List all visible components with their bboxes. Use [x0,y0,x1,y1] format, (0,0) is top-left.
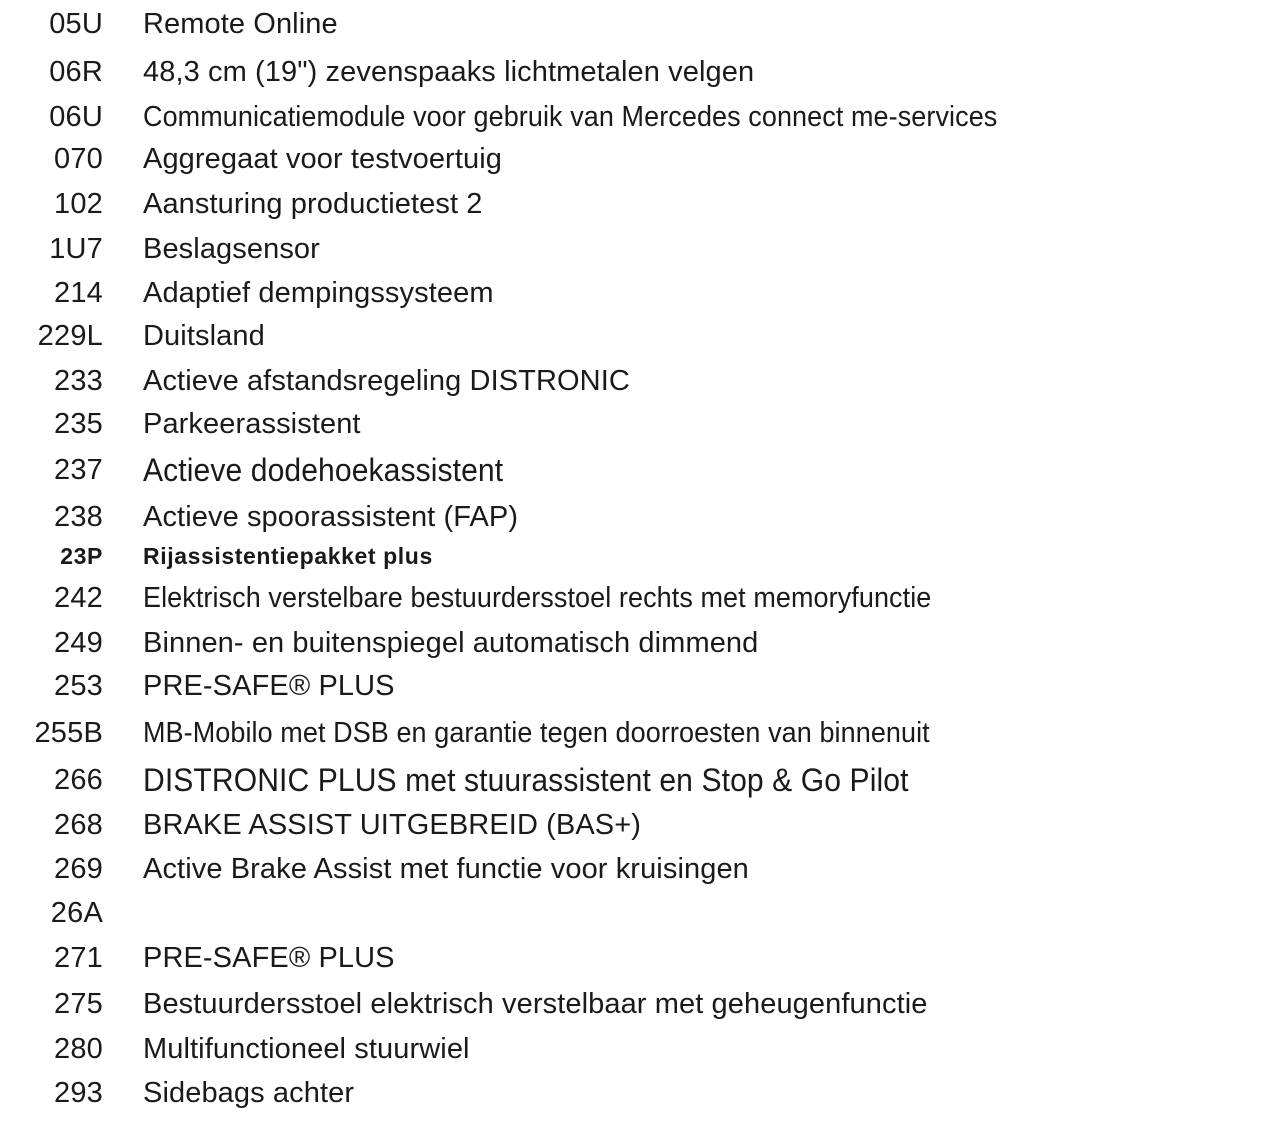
option-description: Multifunctioneel stuurwiel [143,1033,470,1065]
option-code: 070 [54,143,103,175]
option-description: MB-Mobilo met DSB en garantie tegen doorroesten van binnenuit [143,717,930,749]
option-description: 48,3 cm (19") zevenspaaks lichtmetalen velgen [143,56,755,88]
option-description: Adaptief dempingssysteem [143,277,494,309]
option-description: Beslagsensor [143,233,320,265]
list-item [0,536,1280,576]
option-description: Actieve afstandsregeling DISTRONIC [143,365,630,397]
list-item [0,52,1280,92]
list-item [0,984,1280,1024]
option-description: Active Brake Assist met functie voor kruisingen [143,853,749,885]
option-description: Duitsland [143,320,265,352]
list-item [0,184,1280,224]
option-code: 255B [34,717,103,749]
list-item [0,760,1280,800]
option-description: Binnen- en buitenspiegel automatisch dimmend [143,627,759,659]
list-item [0,316,1280,356]
option-code: 275 [54,988,103,1020]
option-description: Parkeerassistent [143,408,361,440]
option-code: 242 [54,582,103,614]
list-item [0,361,1280,401]
list-item [0,623,1280,663]
option-code: 280 [54,1033,103,1065]
option-code: 05U [49,8,103,40]
option-code: 229L [37,320,103,352]
option-code: 249 [54,627,103,659]
option-description: Sidebags achter [143,1077,355,1109]
option-description: PRE-SAFE® PLUS [143,942,395,974]
option-code: 06U [49,101,103,133]
option-description: Elektrisch verstelbare bestuurdersstoel rechts met memoryfunctie [143,582,932,614]
list-item [0,938,1280,978]
option-code: 293 [54,1077,103,1109]
option-description: Communicatiemodule voor gebruik van Mercedes connect me-services [143,101,998,133]
option-description: PRE-SAFE® PLUS [143,670,395,702]
list-item [0,450,1280,490]
option-code: 268 [54,809,103,841]
list-item [0,713,1280,753]
option-code: 23P [60,543,103,569]
list-item [0,666,1280,706]
option-code: 06R [49,56,103,88]
option-description: Aansturing productietest 2 [143,188,483,220]
list-item [0,4,1280,44]
option-description: DISTRONIC PLUS met stuurassistent en Stop & Go Pilot [143,762,909,798]
option-code: 235 [54,408,103,440]
list-item [0,1029,1280,1069]
list-item [0,893,1280,933]
list-item [0,578,1280,618]
list-item [0,849,1280,889]
list-item [0,273,1280,313]
option-code: 26A [50,897,103,929]
option-code: 214 [54,277,103,309]
option-code: 271 [54,942,103,974]
option-description: BRAKE ASSIST UITGEBREID (BAS+) [143,809,642,841]
option-code: 237 [54,454,103,486]
option-code: 269 [54,853,103,885]
option-description: Remote Online [143,8,338,40]
option-code: 233 [54,365,103,397]
list-item [0,805,1280,845]
option-description: Actieve dodehoekassistent [143,452,504,488]
list-item [0,497,1280,537]
list-item [0,229,1280,269]
option-code: 253 [54,670,103,702]
option-description: Rijassistentiepakket plus [143,543,433,569]
list-item [0,97,1280,137]
list-item [0,404,1280,444]
option-description: Bestuurdersstoel elektrisch verstelbaar met geheugenfunctie [143,988,928,1020]
list-item [0,1073,1280,1113]
option-code: 102 [54,188,103,220]
option-description: Actieve spoorassistent (FAP) [143,501,519,533]
option-code: 238 [54,501,103,533]
option-description: Aggregaat voor testvoertuig [143,143,502,175]
option-code: 1U7 [49,233,103,265]
list-item [0,139,1280,179]
option-code: 266 [54,764,103,796]
